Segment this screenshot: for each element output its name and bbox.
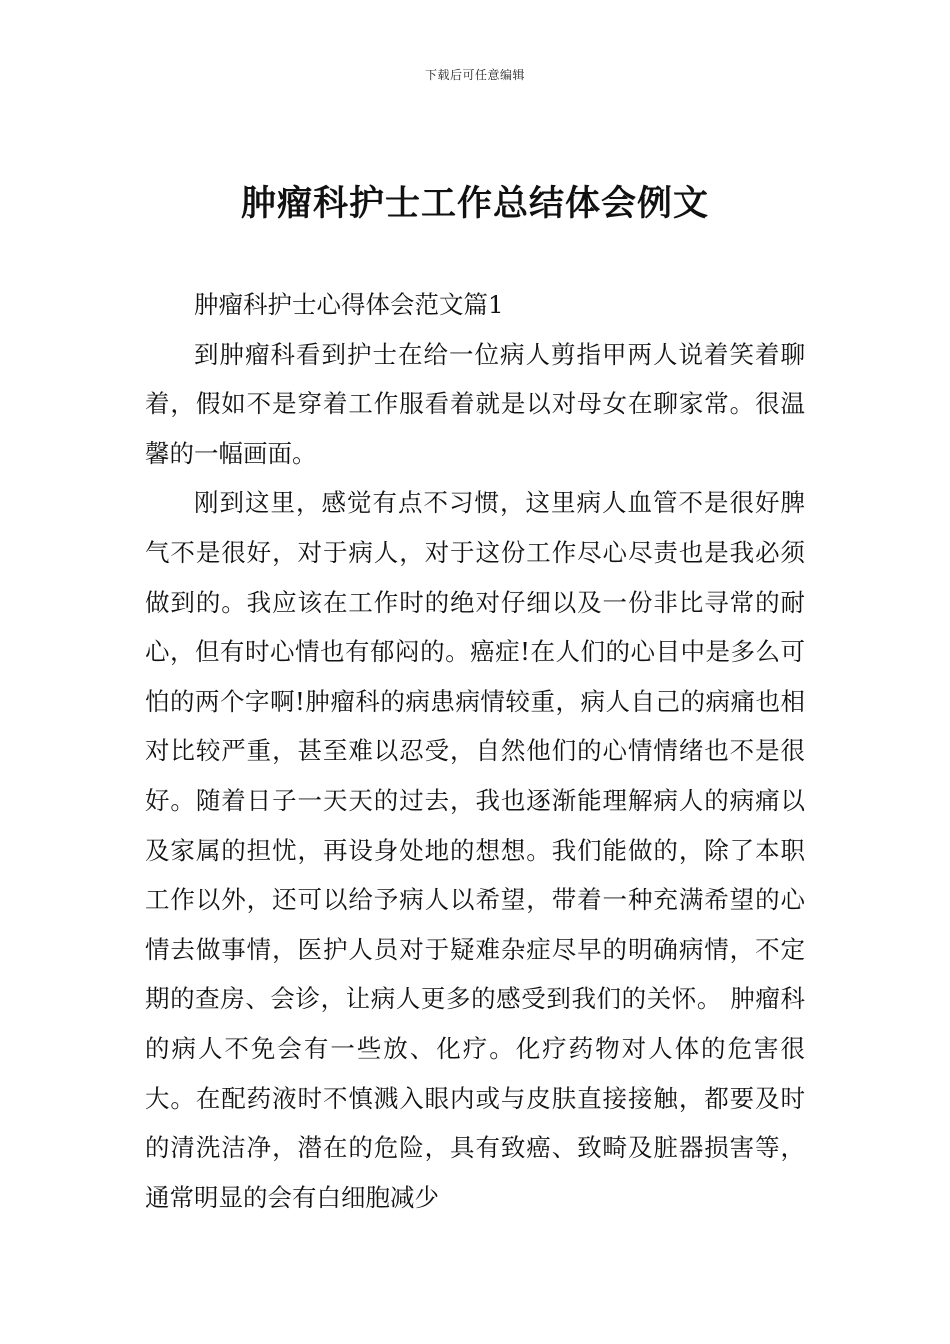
header-note: 下载后可任意编辑 [424,68,525,82]
paragraph-2: 刚到这里，感觉有点不习惯，这里病人血管不是很好脾气不是很好，对于病人，对于这份工作尽心尽责也是我必须做到的。我应该在工作时的绝对仔细以及一份非比寻常的耐心，但有时心情也有郁闷的。癌症!在人们的心目中是多么可怕的两个字啊!肿瘤科的病患病情较重，病人自己的病痛也相对比较严重，甚至难以忍受，自然他们的心情情绪也不是很好。随着日子一天天的过去，我也逐渐能理解病人的病痛以及家属的担忧，再设身处地的想想。我们能做的，除了本职工作以外，还可以给予病人以希望，带着一种充满希望的心情去做事情，医护人员对于疑难杂症尽早的明确病情，不定期的查房、会诊，让病人更多的感受到我们的关怀。 肿瘤科的病人不免会有一些放、化疗。化疗药物对人体的危害很大。在配药液时不慎溅入眼内或与皮肤直接接触，都要及时的清洗洁净，潜在的危险，具有致癌、致畸及脏器损害等，通常明显的会有白细胞减少 [145,488,805,1212]
document-title: 肿瘤科护士工作总结体会例文 [240,184,709,224]
paragraph-1: 到肿瘤科看到护士在给一位病人剪指甲两人说着笑着聊着，假如不是穿着工作服看着就是以对母女在聊家常。很温馨的一幅画面。 [145,339,805,468]
section-heading: 肿瘤科护士心得体会范文篇1 [194,290,504,319]
document-body [145,280,805,1222]
